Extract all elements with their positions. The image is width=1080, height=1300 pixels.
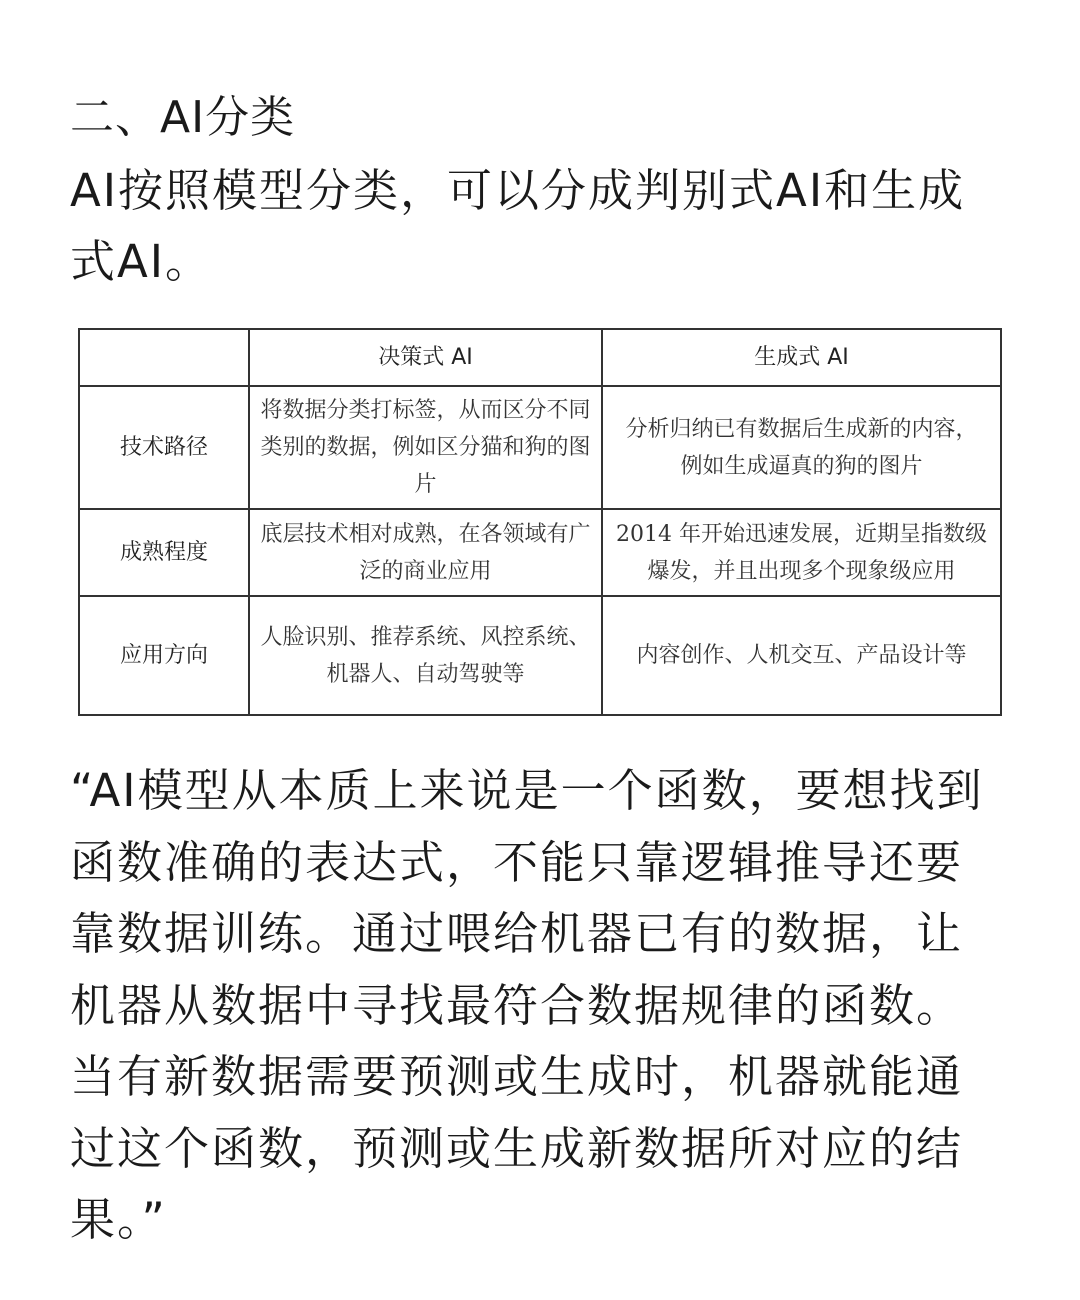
- table-header-row: [79, 329, 1001, 386]
- quote-paragraph: “AI模型从本质上来说是一个函数，要想找到函数准确的表达式，不能只靠逻辑推导还要靠数据训练。通过喂给机器已有的数据，让机器从数据中寻找最符合数据规律的函数。当有新数据需要预测或生成时，机器就能通过这个函数，预测或生成新数据所对应的结果。”: [70, 764, 984, 1246]
- header-cell-decision-ai: 决策式 AI: [249, 329, 602, 386]
- header-cell-generative-ai: 生成式 AI: [602, 329, 1001, 386]
- decision-cell: 人脸识别、推荐系统、风控系统、机器人、自动驾驶等: [249, 596, 602, 715]
- generative-cell: 内容创作、人机交互、产品设计等: [602, 596, 1001, 715]
- row-label: 技术路径: [79, 386, 249, 509]
- section-heading: 二、AI分类: [70, 92, 296, 143]
- comparison-table: [78, 328, 1002, 714]
- generative-cell: 2014 年开始迅速发展，近期呈指数级爆发，并且出现多个现象级应用: [602, 509, 1001, 596]
- generative-cell: 分析归纳已有数据后生成新的内容，例如生成逼真的狗的图片: [602, 386, 1001, 509]
- table-row: [79, 386, 1001, 509]
- table-row: [79, 596, 1001, 715]
- intro-paragraph: AI按照模型分类，可以分成判别式AI和生成式AI。: [70, 164, 966, 288]
- decision-cell: 底层技术相对成熟，在各领域有广泛的商业应用: [249, 509, 602, 596]
- header-cell-empty: [79, 329, 249, 386]
- row-label: 应用方向: [79, 596, 249, 715]
- decision-cell: 将数据分类打标签，从而区分不同类别的数据，例如区分猫和狗的图片: [249, 386, 602, 509]
- table-row: [79, 509, 1001, 596]
- row-label: 成熟程度: [79, 509, 249, 596]
